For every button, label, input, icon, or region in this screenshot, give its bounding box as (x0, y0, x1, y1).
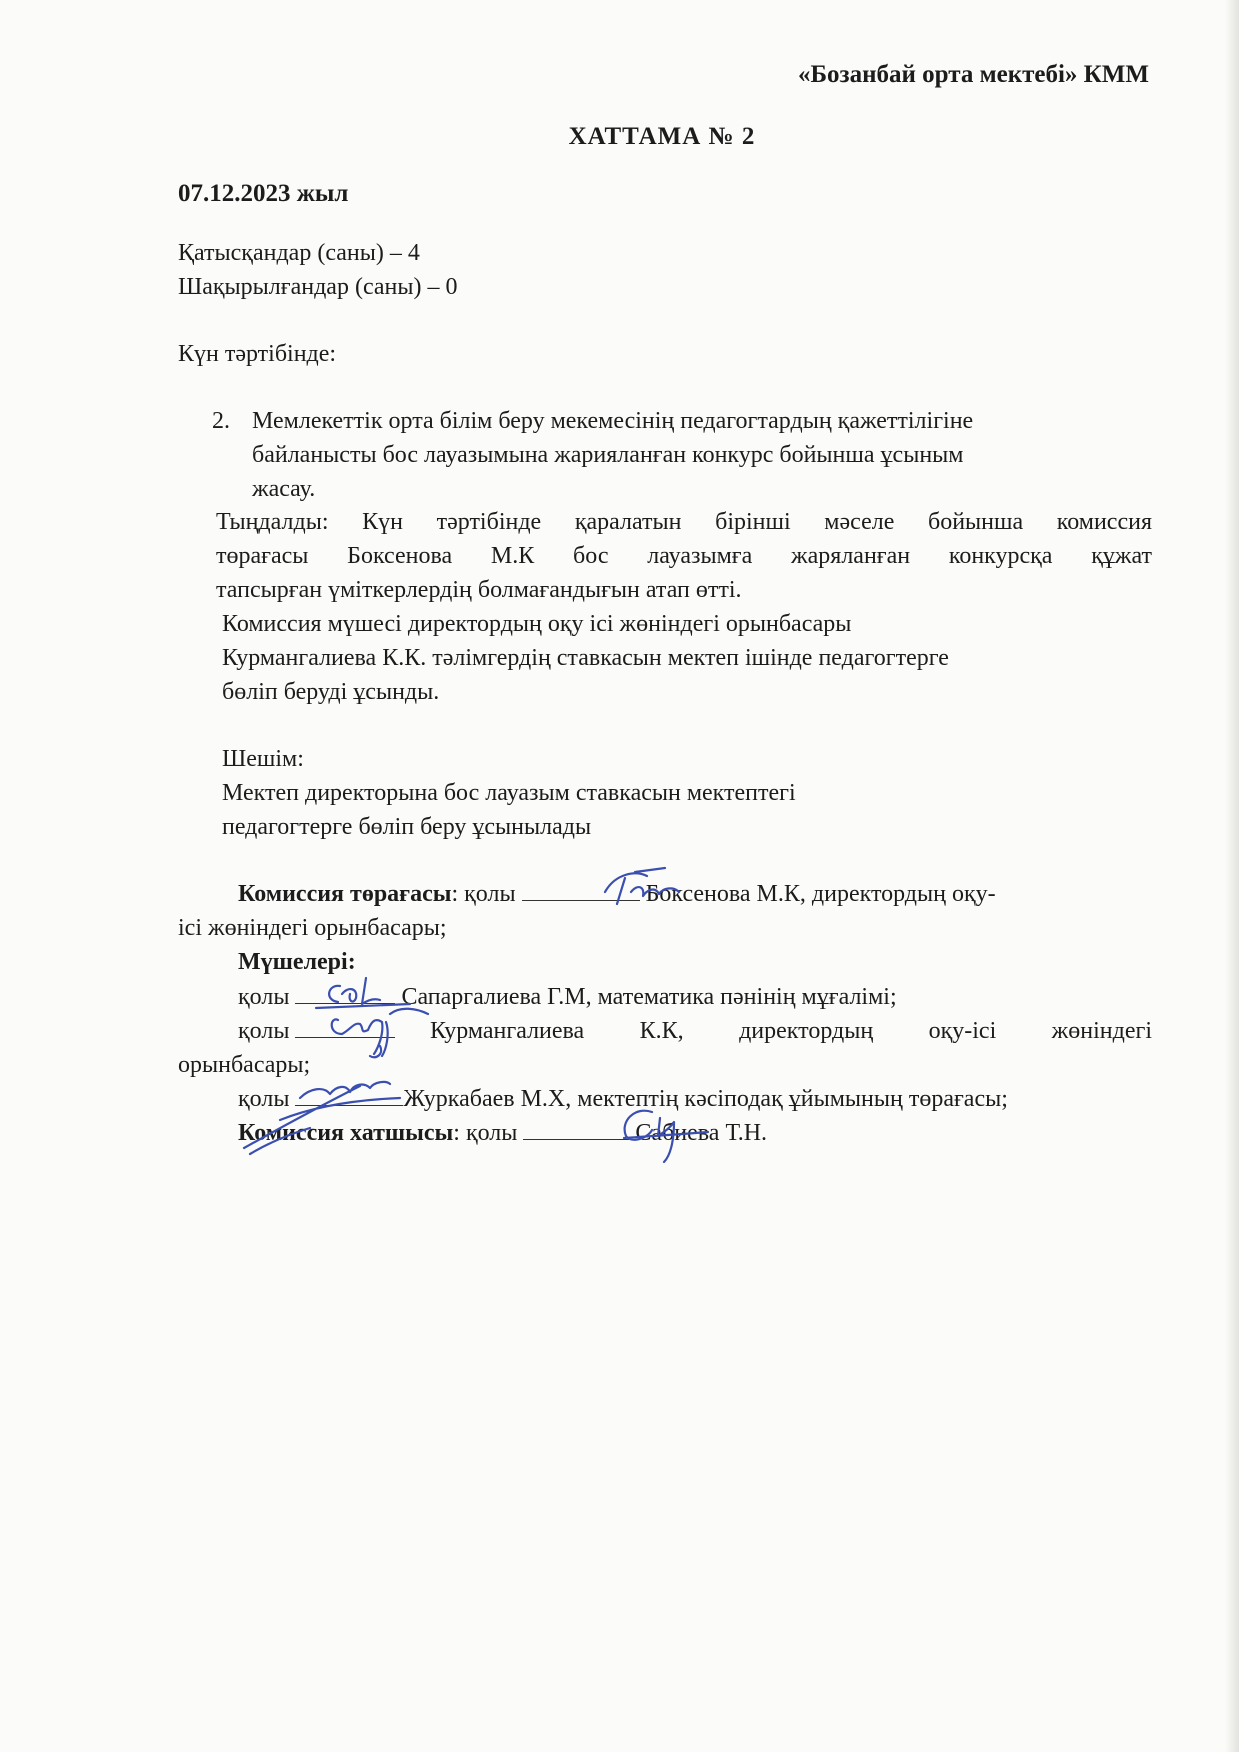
member-speech-line: бөліп беруді ұсынды. (222, 679, 440, 705)
member-name: Сапаргалиева Г.М, математика пәнінің мұғалімі; (395, 984, 897, 1010)
member-speech-line: Курмангалиева К.К. тәлімгердің ставкасын мектеп ішінде педагогтерге (222, 645, 949, 671)
attendance-present: Қатысқандар (саны) – 4 (178, 240, 420, 266)
member-signature-row (238, 980, 897, 1014)
agenda-item-line: жасау. (252, 476, 316, 502)
signature-line (295, 1015, 395, 1038)
decision-line: Мектеп директорына бос лауазым ставкасын мектептегі (222, 780, 796, 806)
signature-line (522, 878, 640, 901)
members-label: Мүшелері: (238, 949, 356, 975)
signature-line (295, 1083, 403, 1106)
member-signature-row (238, 1082, 1008, 1116)
agenda-label: Күн тәртібінде: (178, 341, 337, 367)
chair-name: Боксенова М.К, директордың оқу- (639, 881, 996, 907)
secretary-label: Комиссия хатшысы (238, 1120, 454, 1146)
member-speech-line: Комиссия мүшесі директордың оқу ісі жөніндегі орынбасары (222, 611, 852, 637)
agenda-item-line: байланысты бос лауазымына жарияланған конкурс бойынша ұсыным (252, 442, 964, 468)
decision-label: Шешім: (222, 746, 304, 772)
member-name: Курмангалиева К.К, директордың оқу-ісі жөніндегі (430, 1018, 1152, 1044)
sign-word: : қолы (453, 1120, 524, 1146)
member-position-cont: орынбасары; (178, 1052, 311, 1078)
agenda-item-line: Мемлекеттік орта білім беру мекемесінің педагогтардың қажеттілігіне (252, 408, 974, 434)
document-date: 07.12.2023 жыл (178, 180, 349, 207)
chair-position-cont: ісі жөніндегі орынбасары; (178, 915, 447, 941)
heard-line: Тыңдалды: Күн тәртібінде қаралатын бірінші мәселе бойынша комиссия (216, 509, 1152, 535)
sign-word: қолы (238, 1018, 296, 1044)
attendance-invited: Шақырылғандар (саны) – 0 (178, 274, 458, 300)
heard-line: төрағасы Боксенова М.К бос лауазымға жаряланған конкурсқа құжат (216, 543, 1152, 569)
sign-word: қолы (238, 984, 296, 1010)
agenda-item-number: 2. (212, 408, 230, 434)
decision-line: педагогтерге бөліп беру ұсынылады (222, 814, 592, 840)
signature-line (295, 981, 395, 1004)
chair-signature-row (238, 877, 996, 911)
signature-line (523, 1117, 629, 1140)
secretary-signature-row (238, 1116, 767, 1150)
member-signature-row (238, 1014, 395, 1048)
chair-label: Комиссия төрағасы (238, 881, 452, 907)
sign-word: : қолы (451, 881, 522, 907)
scan-edge-shadow (1225, 0, 1239, 1752)
document-title: ХАТТАМА № 2 (568, 123, 756, 150)
secretary-name: Сабиева Т.Н. (629, 1120, 768, 1146)
sign-word: қолы (238, 1086, 296, 1112)
organization-name: «Бозанбай орта мектебі» КММ (798, 61, 1149, 88)
heard-line: тапсырған үміткерлердің болмағандығын атап өтті. (216, 577, 742, 603)
member-name: Журкабаев М.Х, мектептің кәсіподақ ұйымының төрағасы; (403, 1086, 1008, 1112)
